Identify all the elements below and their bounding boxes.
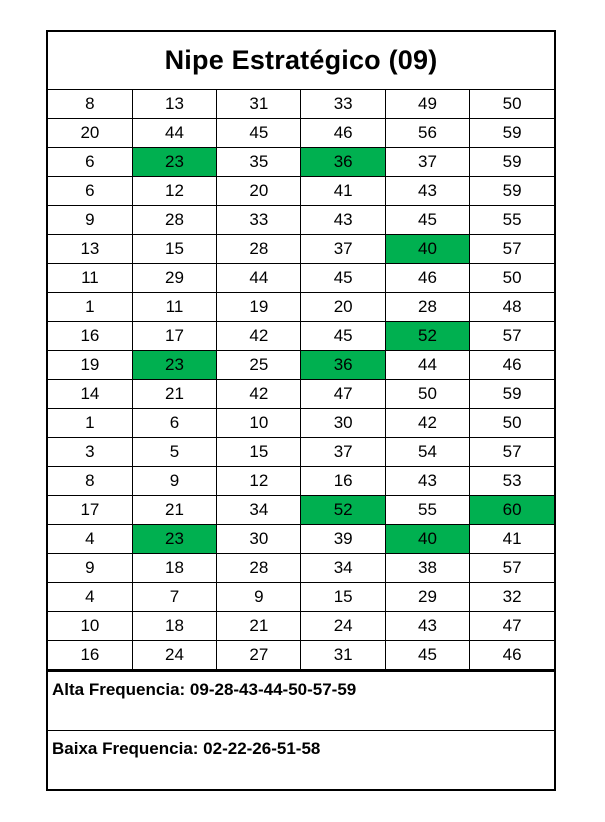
number-cell: 29 xyxy=(385,583,469,612)
number-cell: 57 xyxy=(470,438,554,467)
table-row xyxy=(48,148,554,177)
number-cell: 6 xyxy=(132,409,216,438)
number-cell: 13 xyxy=(48,235,132,264)
number-cell: 16 xyxy=(48,322,132,351)
number-cell: 46 xyxy=(470,351,554,380)
number-cell: 47 xyxy=(470,612,554,641)
number-cell: 59 xyxy=(470,148,554,177)
number-cell: 59 xyxy=(470,380,554,409)
table-row xyxy=(48,525,554,554)
number-cell: 6 xyxy=(48,148,132,177)
number-cell: 47 xyxy=(301,380,385,409)
highlighted-number-cell: 52 xyxy=(301,496,385,525)
number-cell: 11 xyxy=(132,293,216,322)
table-row xyxy=(48,351,554,380)
number-cell: 16 xyxy=(301,467,385,496)
number-cell: 49 xyxy=(385,90,469,119)
sheet-title: Nipe Estratégico (09) xyxy=(48,32,554,90)
number-cell: 45 xyxy=(217,119,301,148)
number-cell: 37 xyxy=(385,148,469,177)
number-cell: 17 xyxy=(48,496,132,525)
number-cell: 31 xyxy=(217,90,301,119)
number-cell: 29 xyxy=(132,264,216,293)
number-cell: 20 xyxy=(48,119,132,148)
number-cell: 46 xyxy=(470,641,554,670)
number-cell: 45 xyxy=(385,206,469,235)
number-cell: 5 xyxy=(132,438,216,467)
number-cell: 9 xyxy=(132,467,216,496)
number-cell: 59 xyxy=(470,177,554,206)
number-cell: 28 xyxy=(217,554,301,583)
highlighted-number-cell: 23 xyxy=(132,148,216,177)
highlighted-number-cell: 36 xyxy=(301,148,385,177)
table-row xyxy=(48,90,554,119)
number-cell: 9 xyxy=(217,583,301,612)
number-cell: 3 xyxy=(48,438,132,467)
number-cell: 44 xyxy=(217,264,301,293)
number-cell: 7 xyxy=(132,583,216,612)
number-cell: 38 xyxy=(385,554,469,583)
number-cell: 30 xyxy=(217,525,301,554)
number-cell: 41 xyxy=(301,177,385,206)
table-row xyxy=(48,380,554,409)
number-cell: 24 xyxy=(132,641,216,670)
number-cell: 4 xyxy=(48,583,132,612)
number-cell: 43 xyxy=(301,206,385,235)
number-cell: 45 xyxy=(385,641,469,670)
table-row xyxy=(48,235,554,264)
number-cell: 10 xyxy=(48,612,132,641)
number-cell: 16 xyxy=(48,641,132,670)
number-cell: 35 xyxy=(217,148,301,177)
table-row xyxy=(48,293,554,322)
number-cell: 18 xyxy=(132,554,216,583)
table-row xyxy=(48,641,554,670)
table-row xyxy=(48,583,554,612)
number-cell: 8 xyxy=(48,467,132,496)
number-cell: 21 xyxy=(132,380,216,409)
table-row xyxy=(48,612,554,641)
number-cell: 50 xyxy=(470,409,554,438)
table-row xyxy=(48,554,554,583)
number-cell: 31 xyxy=(301,641,385,670)
table-row xyxy=(48,496,554,525)
number-cell: 57 xyxy=(470,322,554,351)
number-cell: 45 xyxy=(301,264,385,293)
number-cell: 13 xyxy=(132,90,216,119)
table-row xyxy=(48,177,554,206)
number-cell: 20 xyxy=(217,177,301,206)
number-cell: 15 xyxy=(301,583,385,612)
number-cell: 27 xyxy=(217,641,301,670)
table-row xyxy=(48,438,554,467)
table-row xyxy=(48,119,554,148)
table-row xyxy=(48,322,554,351)
number-cell: 21 xyxy=(217,612,301,641)
number-cell: 54 xyxy=(385,438,469,467)
number-cell: 57 xyxy=(470,235,554,264)
number-cell: 34 xyxy=(301,554,385,583)
number-cell: 28 xyxy=(217,235,301,264)
highlighted-number-cell: 40 xyxy=(385,525,469,554)
number-cell: 55 xyxy=(470,206,554,235)
highlighted-number-cell: 60 xyxy=(470,496,554,525)
number-cell: 46 xyxy=(301,119,385,148)
number-cell: 33 xyxy=(217,206,301,235)
number-cell: 41 xyxy=(470,525,554,554)
number-cell: 11 xyxy=(48,264,132,293)
number-cell: 53 xyxy=(470,467,554,496)
number-cell: 9 xyxy=(48,206,132,235)
number-cell: 17 xyxy=(132,322,216,351)
number-cell: 57 xyxy=(470,554,554,583)
number-cell: 15 xyxy=(132,235,216,264)
number-cell: 15 xyxy=(217,438,301,467)
number-cell: 30 xyxy=(301,409,385,438)
number-cell: 28 xyxy=(385,293,469,322)
number-cell: 44 xyxy=(132,119,216,148)
number-cell: 34 xyxy=(217,496,301,525)
number-cell: 1 xyxy=(48,409,132,438)
number-cell: 12 xyxy=(132,177,216,206)
number-cell: 42 xyxy=(385,409,469,438)
number-cell: 43 xyxy=(385,177,469,206)
number-cell: 42 xyxy=(217,322,301,351)
number-cell: 55 xyxy=(385,496,469,525)
number-cell: 9 xyxy=(48,554,132,583)
number-cell: 25 xyxy=(217,351,301,380)
number-cell: 43 xyxy=(385,467,469,496)
table-row xyxy=(48,206,554,235)
highlighted-number-cell: 52 xyxy=(385,322,469,351)
table-row xyxy=(48,409,554,438)
number-cell: 18 xyxy=(132,612,216,641)
number-cell: 4 xyxy=(48,525,132,554)
number-cell: 19 xyxy=(217,293,301,322)
number-cell: 1 xyxy=(48,293,132,322)
baixa-frequencia-text: Baixa Frequencia: 02-22-26-51-58 xyxy=(48,730,554,790)
number-cell: 37 xyxy=(301,235,385,264)
numbers-table-body xyxy=(48,90,554,670)
number-cell: 50 xyxy=(385,380,469,409)
number-cell: 50 xyxy=(470,90,554,119)
number-cell: 59 xyxy=(470,119,554,148)
numbers-table xyxy=(48,90,554,670)
number-cell: 45 xyxy=(301,322,385,351)
alta-frequencia-text: Alta Frequencia: 09-28-43-44-50-57-59 xyxy=(48,670,554,730)
number-cell: 39 xyxy=(301,525,385,554)
highlighted-number-cell: 40 xyxy=(385,235,469,264)
number-cell: 28 xyxy=(132,206,216,235)
number-cell: 19 xyxy=(48,351,132,380)
table-row xyxy=(48,467,554,496)
number-cell: 48 xyxy=(470,293,554,322)
number-cell: 12 xyxy=(217,467,301,496)
number-cell: 42 xyxy=(217,380,301,409)
number-cell: 33 xyxy=(301,90,385,119)
number-cell: 21 xyxy=(132,496,216,525)
highlighted-number-cell: 23 xyxy=(132,351,216,380)
number-cell: 50 xyxy=(470,264,554,293)
table-row xyxy=(48,264,554,293)
number-cell: 56 xyxy=(385,119,469,148)
number-cell: 10 xyxy=(217,409,301,438)
number-cell: 44 xyxy=(385,351,469,380)
number-cell: 46 xyxy=(385,264,469,293)
number-cell: 14 xyxy=(48,380,132,409)
highlighted-number-cell: 23 xyxy=(132,525,216,554)
number-cell: 8 xyxy=(48,90,132,119)
number-cell: 6 xyxy=(48,177,132,206)
number-cell: 20 xyxy=(301,293,385,322)
highlighted-number-cell: 36 xyxy=(301,351,385,380)
strategy-sheet xyxy=(46,30,556,791)
number-cell: 37 xyxy=(301,438,385,467)
number-cell: 32 xyxy=(470,583,554,612)
number-cell: 43 xyxy=(385,612,469,641)
number-cell: 24 xyxy=(301,612,385,641)
